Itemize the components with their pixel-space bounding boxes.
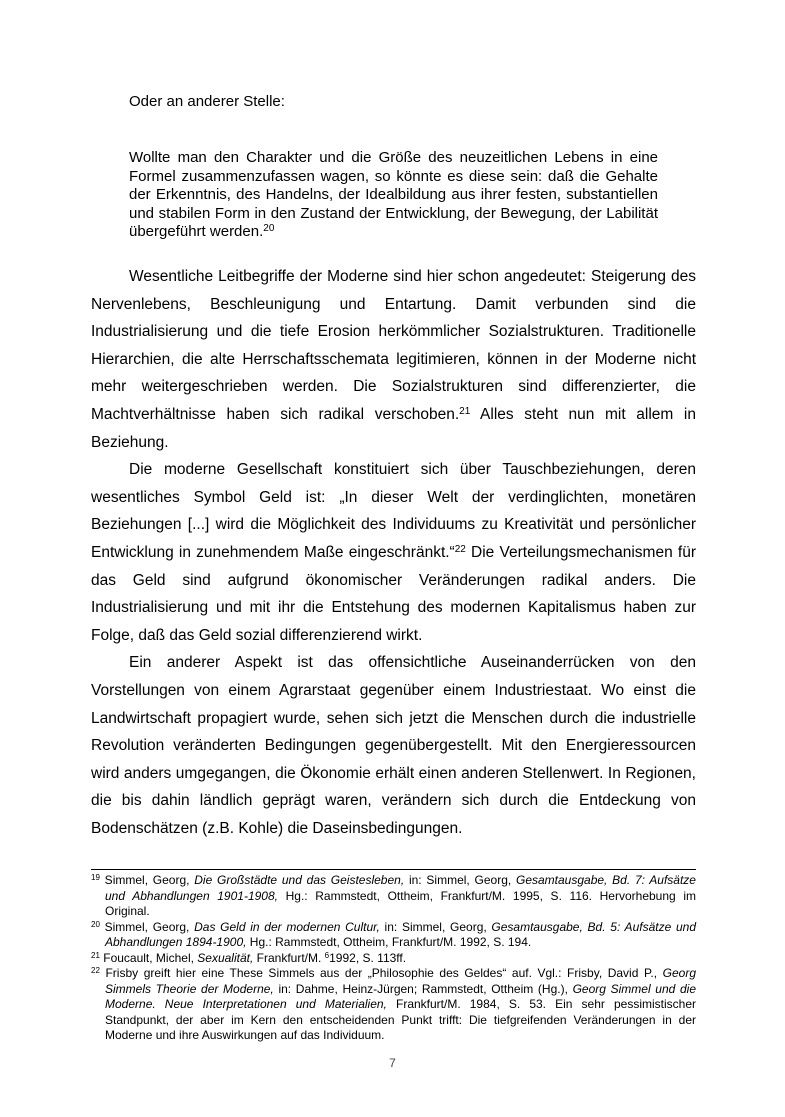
footnote-title: Gesamtausgabe, Bd. 5: Aufsätze und Abhandlungen 1894-1900, (105, 919, 696, 949)
footnote-text: in: Simmel, Georg, (404, 873, 516, 887)
footnote-20 (91, 920, 696, 951)
footnote-text: 1992, S. 113ff. (329, 950, 407, 965)
footnote-21 (91, 951, 696, 967)
footnote-text: Foucault, Michel, (99, 950, 198, 965)
block-quote (129, 149, 658, 242)
page-number: 7 (389, 1056, 396, 1070)
paragraph-text: Alles steht nun mit allem in Beziehung. (91, 405, 696, 451)
footnote-text: Frisby greift hier eine These Simmels aus der „Philosophie des Geldes“ auf. Vgl.: Frisby, David P., (99, 966, 663, 980)
paragraph-text: Die moderne Gesellschaft konstituiert sich über Tauschbeziehungen, deren wesentliches Symbol Geld ist: „In dieser Welt der verdinglichten, monetären Beziehungen [...] wird die Möglichkeit des Individuums zu Kreativität und persönlicher Entwicklung in zunehmendem Maße eingeschränkt.“ (91, 461, 696, 561)
footnote-title: Gesamtausgabe, Bd. 7: Aufsätze und Abhandlungen 1901-1908, (105, 873, 696, 903)
footnote-text: in: Simmel, Georg, (379, 919, 492, 934)
footnote-title: Die Großstädte und das Geistesleben, (194, 873, 405, 887)
footnote-ref-22[interactable]: 22 (454, 543, 466, 555)
paragraph-text: Die Verteilungsmechanismen für das Geld sind aufgrund ökonomischer Veränderungen radikal anders. Die Industrialisierung und mit ihr die Entstehung des modernen Kapitalismus haben zur Folge, daß das Geld sozial differenzierend wirkt. (91, 543, 696, 644)
footnote-ref-21[interactable]: 21 (459, 405, 471, 417)
paragraph-3: Ein anderer Aspekt ist das offensichtliche Auseinanderrücken von den Vorstellungen von einem Agrarstaat gegenüber einem Industriestaat. Wo einst die Landwirtschaft propagiert wurde, sehen sich jetzt die Menschen durch die industrielle Revolution veränderten Bedingungen gegenübergestellt. Mit den Energieressourcen wird anders umgegangen, die Ökonomie erhält einen anderen Stellenwert. In Regionen, die bis dahin ländlich geprägt waren, verändern sich durch die Entdeckung von Bodenschätzen (z.B. Kohle) die Daseinsbedingungen. (91, 654, 696, 837)
footnote-separator (91, 869, 696, 870)
footnote-text: Hg.: Rammstedt, Ottheim, Frankfurt/M. 1992, S. 194. (246, 935, 532, 949)
paragraph-1 (91, 263, 696, 456)
intro-line: Oder an anderer Stelle: (129, 93, 285, 110)
footnote-22 (91, 966, 696, 1044)
footnote-title: Das Geld in der modernen Cultur, (194, 919, 380, 934)
footnote-ref-20[interactable]: 20 (263, 223, 275, 234)
paragraph-text: Wesentliche Leitbegriffe der Moderne sind hier schon angedeutet: Steigerung des Nervenlebens, Beschleunigung und Entartung. Damit verbunden sind die Industrialisierung und die tiefe Erosion herkömmlicher Sozialstrukturen. Traditionelle Hierarchien, die alte Herrschaftsschemata legitimieren, können in der Moderne nicht mehr weitergeschrieben werden. Die Sozialstrukturen sind differenzierter, die Machtverhältnisse haben sich radikal verschoben. (91, 268, 696, 423)
footnote-text: in: Dahme, Heinz-Jürgen; Rammstedt, Ottheim (Hg.), (273, 981, 573, 996)
footnote-number: 22 (91, 966, 100, 975)
footnote-19 (91, 873, 696, 920)
footnote-title: Sexualität, (197, 950, 254, 965)
body-text (91, 263, 696, 842)
footnote-text: Simmel, Georg, (99, 919, 195, 934)
edition-number: 6 (324, 950, 330, 960)
footnote-text: Hg.: Rammstedt, Ottheim, Frankfurt/M. 1995, S. 116. Hervorhebung im Original. (105, 888, 696, 918)
footnote-title: Georg Simmels Theorie der Moderne, (105, 966, 696, 996)
footnote-number: 21 (91, 950, 100, 960)
quote-text: Wollte man den Charakter und die Größe des neuzeitlichen Lebens in eine Formel zusammenzufassen wagen, so könnte es diese sein: daß die Gehalte der Erkenntnis, des Handelns, der Idealbildung aus ihrer festen, substantiellen und stabilen Form in den Zustand der Entwicklung, der Bewegung, der Labilität übergeführt werden. (129, 149, 658, 240)
footnote-title: Georg Simmel und die Moderne. Neue Interpretationen und Materialien, (105, 981, 697, 1011)
paragraph-2 (91, 456, 696, 649)
footnote-number: 19 (91, 873, 100, 882)
footnote-text: Frankfurt/M. (253, 950, 325, 965)
footnote-text: Simmel, Georg, (99, 873, 195, 887)
footnotes (91, 873, 696, 1044)
footnote-text: Frankfurt/M. 1984, S. 53. Ein sehr pessimistischer Standpunkt, der aber im Kern den entscheidenden Punkt trifft: Die tiefgreifenden Veränderungen in der Moderne und ihre Auswirkungen auf das Individuum. (105, 997, 696, 1042)
footnote-number: 20 (91, 919, 100, 929)
